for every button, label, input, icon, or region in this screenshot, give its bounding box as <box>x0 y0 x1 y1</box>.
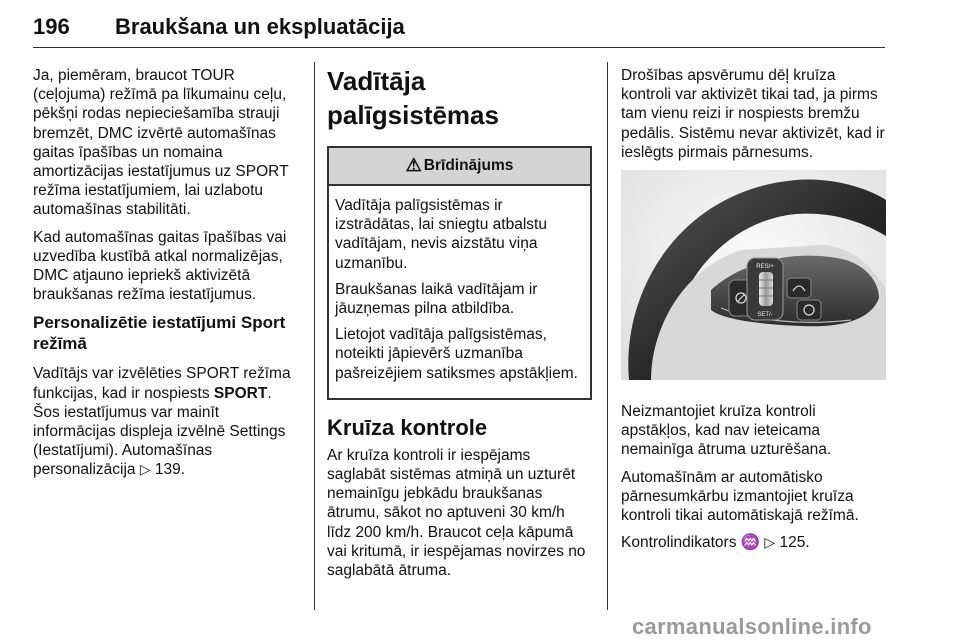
warning-paragraph-2: Braukšanas laikā vadītājam ir jāuzņemas pilna atbildība. <box>335 280 538 318</box>
cruise-indicator-icon: ♒ <box>740 534 761 552</box>
paragraph-dmc-restore: Kad automašīnas gaitas īpašības vai uzvedība kustībā atkal normalizējas, DMC atjauno iepriekš aktivizētā braukšanas režīma iestatījumus. <box>33 228 287 304</box>
section-title-cruise-control: Kruīza kontrole <box>327 414 488 440</box>
warning-paragraph-3: Lietojot vadītāja palīgsistēmas, noteikti jāpievērš uzmanība pašreizējiem satiksmes apstākļiem. <box>335 326 578 382</box>
page-reference-arrow-icon: ▷ <box>139 461 151 478</box>
paragraph-tour-mode: Ja, piemēram, braucot TOUR (ceļojuma) režīmā pa līkumainu ceļu, pēkšņi rodas nepieciešamība strauji bremzēt, DMC izvērtē automašīnas gaitas īpašības un nomaina amortizācijas iestatījumus uz SPORT režīma iestatījumiem, lai uzlabotu automašīnas stabilitāti. <box>33 67 289 219</box>
column-left <box>33 66 299 488</box>
paragraph-cruise-intro: Ar kruīza kontroli ir iespējams saglabāt sistēmas atmiņā un uzturēt nemainīgu jebkādu braukšanas ātrumu, sākot no aptuveni 30 km/h līdz 200 km/h. Braucot ceļa kāpumā vai kritumā, ir iespējamas novirzes no saglabātā ātruma. <box>327 446 586 580</box>
warning-triangle-icon: ⚠ <box>405 155 422 176</box>
warning-body <box>329 186 590 398</box>
page-reference[interactable]: 139. <box>150 461 186 479</box>
paragraph-avoid-conditions: Neizmantojiet kruīza kontroli apstākļos, kad nav ieteicama nemainīga ātruma uzturēšana. <box>621 403 832 459</box>
page-number: 196 <box>33 14 70 39</box>
section-title-driver-assistance: Vadītāja palīgsistēmas <box>327 66 499 130</box>
heading-sport-personalization: Personalizētie iestatījumi Sport režīmā <box>33 313 286 354</box>
page-reference-arrow-icon: ▷ <box>764 534 776 551</box>
paragraph-safety-activation: Drošības apsvērumu dēļ kruīza kontroli var aktivizēt tikai tad, ja pirms tam vienu reizi ir nospiests bremžu pedālis. Sistēmu nevar aktivizēt, kad ir ieslēgts pirmais pārnesums. <box>621 67 885 161</box>
chapter-title: Braukšana un ekspluatācija <box>115 14 405 39</box>
paragraph-sport-settings: Vadītājs var izvēlēties SPORT režīma funkcijas, kad ir nospiests SPORT. Šos iestatījumus var mainīt informācijas displeja izvēlnē Settings (Iestatījumi). Automašīnas personalizācija ▷ 139. <box>33 365 291 479</box>
warning-title: Brīdinājums <box>423 157 514 175</box>
page-header <box>33 14 885 48</box>
header-divider <box>33 47 885 48</box>
column-divider-1 <box>314 62 315 610</box>
paragraph-indicator: Kontrolindikators ♒ ▷ 125. <box>621 534 810 552</box>
steering-wheel-photo <box>621 170 886 380</box>
column-divider-2 <box>607 62 608 610</box>
paragraph-automatic-gearbox: Automašīnām ar automātisko pārnesumkārbu izmantojiet kruīza kontroli tikai automātiskajā režīmā. <box>621 468 859 525</box>
set-minus-label: SET/- <box>757 312 773 319</box>
warning-header <box>329 148 590 186</box>
column-right <box>621 66 886 560</box>
page-reference[interactable]: 125. <box>775 534 810 552</box>
warning-box <box>327 146 592 400</box>
sport-button-label: SPORT <box>213 384 268 402</box>
warning-paragraph-1: Vadītāja palīgsistēmas ir izstrādātas, lai sniegtu atbalstu vadītājam, nevis aizstātu viņa uzmanību. <box>335 197 547 272</box>
res-plus-label: RES/+ <box>756 264 774 271</box>
watermark: carmanualsonline.info <box>632 614 872 639</box>
column-middle <box>327 64 592 588</box>
